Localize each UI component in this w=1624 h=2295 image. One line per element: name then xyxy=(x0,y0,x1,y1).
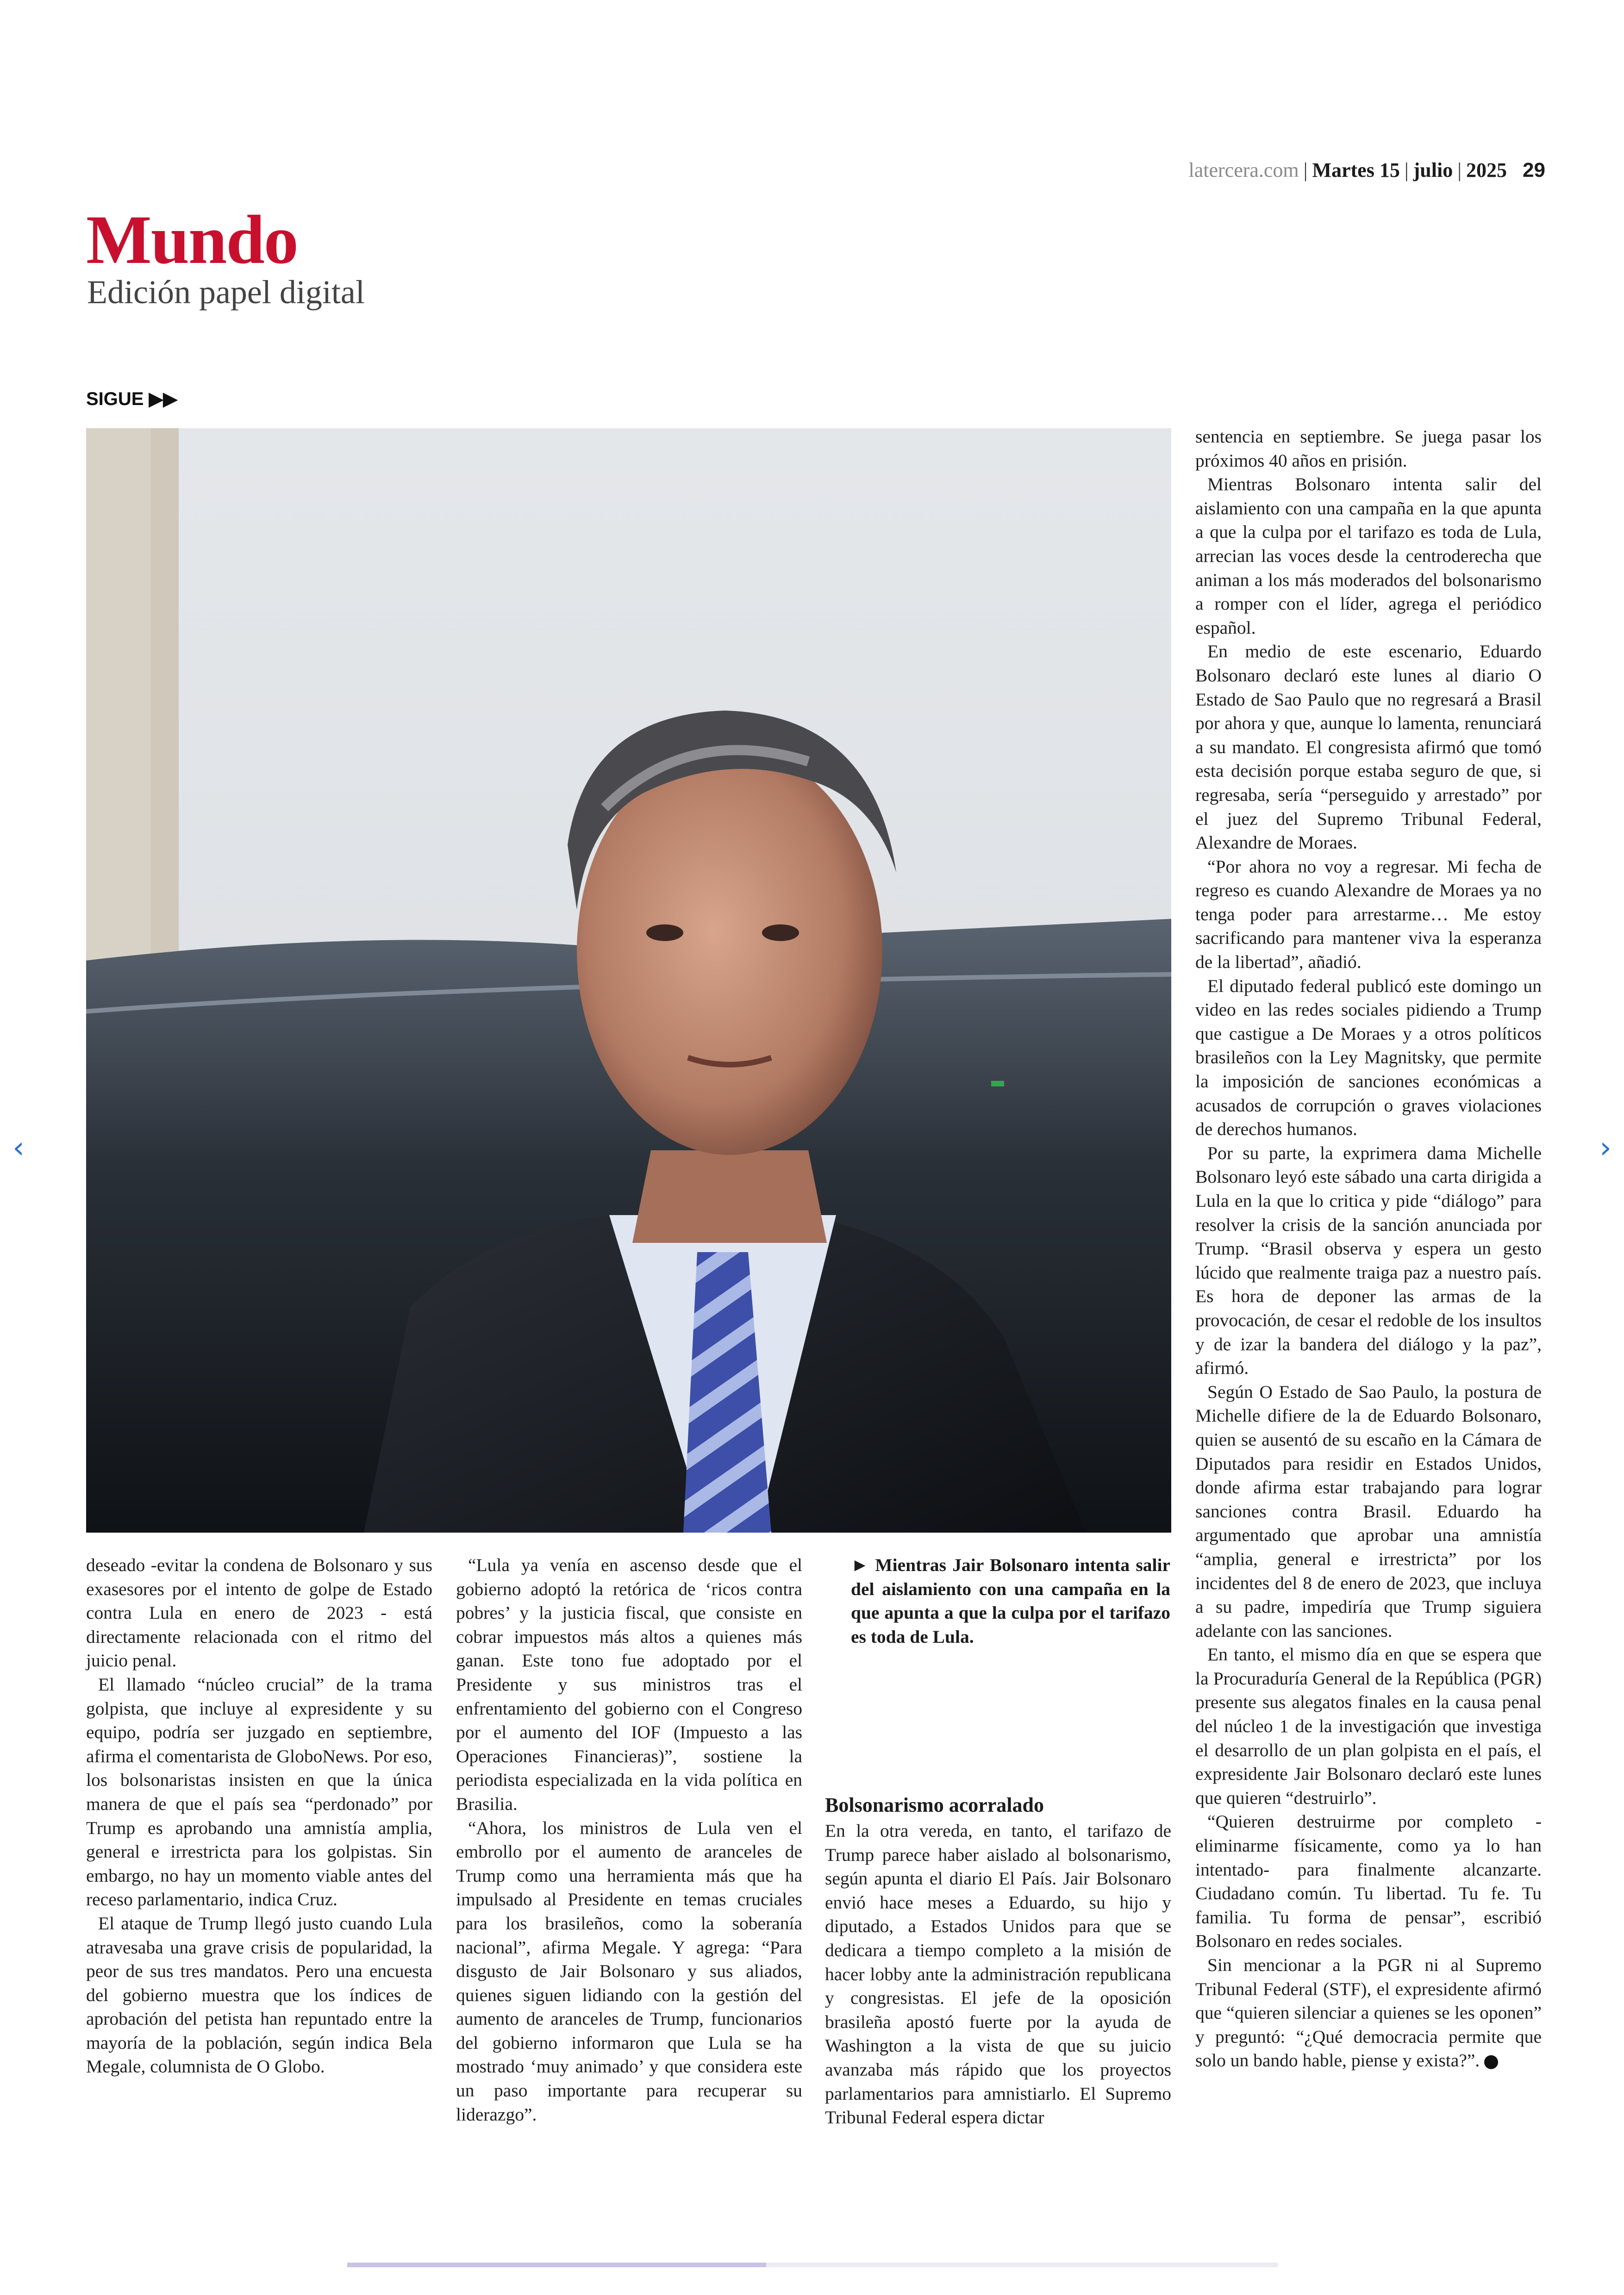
site-name: latercera.com xyxy=(1188,159,1299,181)
paragraph: “Por ahora no voy a regresar. Mi fecha de regreso es cuando Alexandre de Moraes ya no tenga poder para arrestarme… Me estoy sacrificando para mantener viva la esperanza de la libertad”, añadió. xyxy=(1195,856,1542,973)
paragraph: “Lula ya venía en ascenso desde que el gobierno adoptó la retórica de ‘ricos contra pobres’ y la justicia fiscal, que consiste en cobrar impuestos más altos a quienes más ganan. Este tono fue adoptado por el Presidente y sus ministros tras el enfrentamiento del gobierno con el Congreso por el aumento del IOF (Impuesto a las Operaciones Financieras)”, sostiene la periodista especializada en la vida política en Brasilia. xyxy=(456,1555,802,1814)
continue-label: SIGUE ▶▶ xyxy=(86,389,178,409)
header-year: 2025 xyxy=(1466,159,1507,181)
photo-illustration xyxy=(86,428,1171,1533)
paragraph: El ataque de Trump llegó justo cuando Lula atravesaba una grave crisis de popularidad, la peor de sus tres mandatos. Pero una encuesta del gobierno muestra que los índices de aprobación del petista han repuntado entre la mayoría de la población, según indica Bela Megale, columnista de O Globo. xyxy=(86,1913,432,2077)
paragraph-last xyxy=(1195,1953,1542,2073)
paragraph: Mientras Bolsonaro intenta salir del aislamiento con una campaña en la que apunta a que la culpa por el tarifazo es toda de Lula, arrecian las voces desde la centroderecha que animan a los más moderados del bolsonarismo a romper con el líder, agrega el periódico español. xyxy=(1195,474,1542,638)
article-column-1 xyxy=(86,1553,432,2079)
paragraph: En tanto, el mismo día en que se espera que la Procuraduría General de la República (PGR) presente sus alegatos finales en la causa penal del núcleo 1 de la investigación que investiga el desarrollo de un plan golpista en el país, el expresidente Jair Bolsonaro declaró este lunes que quieren “destruirlo”. xyxy=(1195,1644,1542,1808)
chevron-left-icon[interactable]: ‹ xyxy=(12,1131,25,1165)
paragraph: El diputado federal publicó este domingo un video en las redes sociales pidiendo a Trump que castigue a De Moraes y a otros políticos brasileños con la Ley Magnitsky, que permite la imposición de sanciones económicas a acusados de corrupción o graves violaciones de derechos humanos. xyxy=(1195,975,1542,1140)
paragraph: En la otra vereda, en tanto, el tarifazo de Trump parece haber aislado al bolsonarismo, según apunta el diario El País. Jair Bolsonaro envió hace meses a Eduardo, su hijo y diputado, a Estados Unidos para que se dedicara a tiempo completo a la misión de hacer lobby ante la administración republicana y congresistas. El jefe de la oposición brasileña apostó fuerte por la ayuda de Washington a la vista de que su juicio avanzaba más rápido que los proyectos parlamentarios para amnistiarlo. El Supremo Tribunal Federal espera dictar xyxy=(825,1821,1171,2128)
section-subtitle: Edición papel digital xyxy=(87,274,365,311)
portrait-photo xyxy=(86,428,1171,1533)
paragraph: deseado -evitar la condena de Bolsonaro y sus exasesores por el intento de golpe de Estado contra Lula en enero de 2023 - está directamente relacionada con el ritmo del juicio penal. xyxy=(86,1555,432,1671)
page-header: latercera.com | Martes 15 | julio | 2025 29 xyxy=(1188,159,1545,181)
header-day: Martes 15 xyxy=(1312,159,1400,181)
end-mark-icon xyxy=(1484,2055,1498,2069)
paragraph: “Ahora, los ministros de Lula ven el embrollo por el aumento de aranceles de Trump como una herramienta más que ha impulsado al Presidente en temas cruciales para los brasileños, como la soberanía nacional”, afirma Megale. Y agrega: “Para disgusto de Jair Bolsonaro y sus aliados, quienes siguen lidiando con la gestión del aumento de aranceles de Trump, funcionarios del gobierno informaron que Lula se ha mostrado ‘muy animado’ y que considera este un paso importante para recuperar su liderazgo”. xyxy=(456,1817,802,2125)
page-number: 29 xyxy=(1523,159,1545,181)
article-column-4 xyxy=(1195,425,1542,2073)
paragraph: Según O Estado de Sao Paulo, la postura de Michelle difiere de la de Eduardo Bolsonaro, quien se ausentó de su escaño en la Cámara de Diputados para residir en Estados Unidos, donde afirma estar trabajando para lograr sanciones contra Brasil. Eduardo ha argumentado que aprobar una amnistía “amplia, general e irrestricta” por los incidentes del 8 de enero de 2023, que incluya a su padre, impediría que Trump siguiera adelante con las sanciones. xyxy=(1195,1381,1542,1641)
chevron-right-icon[interactable]: › xyxy=(1599,1131,1612,1165)
article-column-2 xyxy=(456,1553,802,2127)
article-column-3 xyxy=(825,1819,1171,2130)
header-month: julio xyxy=(1413,159,1453,181)
section-title: Mundo xyxy=(86,201,298,278)
paragraph: El llamado “núcleo crucial” de la trama golpista, que incluye al expresidente y su equipo, podría ser juzgado en septiembre, afirma el comentarista de GloboNews. Por eso, los bolsonaristas insisten en que la única manera de que el país sea “perdonado” por Trump es aprobando una amnistía amplia, general e irrestricta para los golpistas. Sin embargo, no hay un momento viable antes del receso parlamentario, indica Cruz. xyxy=(86,1674,432,1910)
paragraph: En medio de este escenario, Eduardo Bolsonaro declaró este lunes al diario O Estado de Sao Paulo que no regresará a Brasil por ahora y que, aunque lo lamenta, renunciará a su mandato. El congresista afirmó que tomó esta decisión porque estaba seguro de que, si regresaba, sería “perseguido y arrestado” por el juez del Supremo Tribunal Federal, Alexandre de Moraes. xyxy=(1195,641,1542,853)
photo-caption: ► Mientras Jair Bolsonaro intenta salir del aislamiento con una campaña en la que apunta a que la culpa por el tarifazo es toda de Lula. xyxy=(851,1555,1170,1647)
reading-progress-fill xyxy=(347,2263,766,2267)
paragraph-text: Sin mencionar a la PGR ni al Supremo Tribunal Federal (STF), el expresidente afirmó que “quieren silenciar a quienes se les oponen” y preguntó: “¿Qué democracia permite que solo un bando hable, piense y exista?”. xyxy=(1195,1955,1542,2071)
article-subhead: Bolsonarismo acorralado xyxy=(825,1794,1044,1816)
paragraph: Por su parte, la exprimera dama Michelle Bolsonaro leyó este sábado una carta dirigida a Lula en la que lo critica y pide “diálogo” para resolver la crisis de la sanción anunciada por Trump. “Brasil observa y espera un gesto lúcido que realmente traiga paz a nuestro país. Es hora de deponer las armas de la provocación, de cesar el redoble de los insultos y de izar la bandera del diálogo y la paz”, afirmó. xyxy=(1195,1142,1542,1378)
paragraph: “Quieren destruirme por completo -eliminarme físicamente, como ya lo han intentado- para finalmente alcanzarte. Ciudadano común. Tu libertad. Tu fe. Tu familia. Tu forma de pensar”, escribió Bolsonaro en redes sociales. xyxy=(1195,1811,1542,1952)
paragraph: sentencia en septiembre. Se juega pasar los próximos 40 años en prisión. xyxy=(1195,426,1542,471)
